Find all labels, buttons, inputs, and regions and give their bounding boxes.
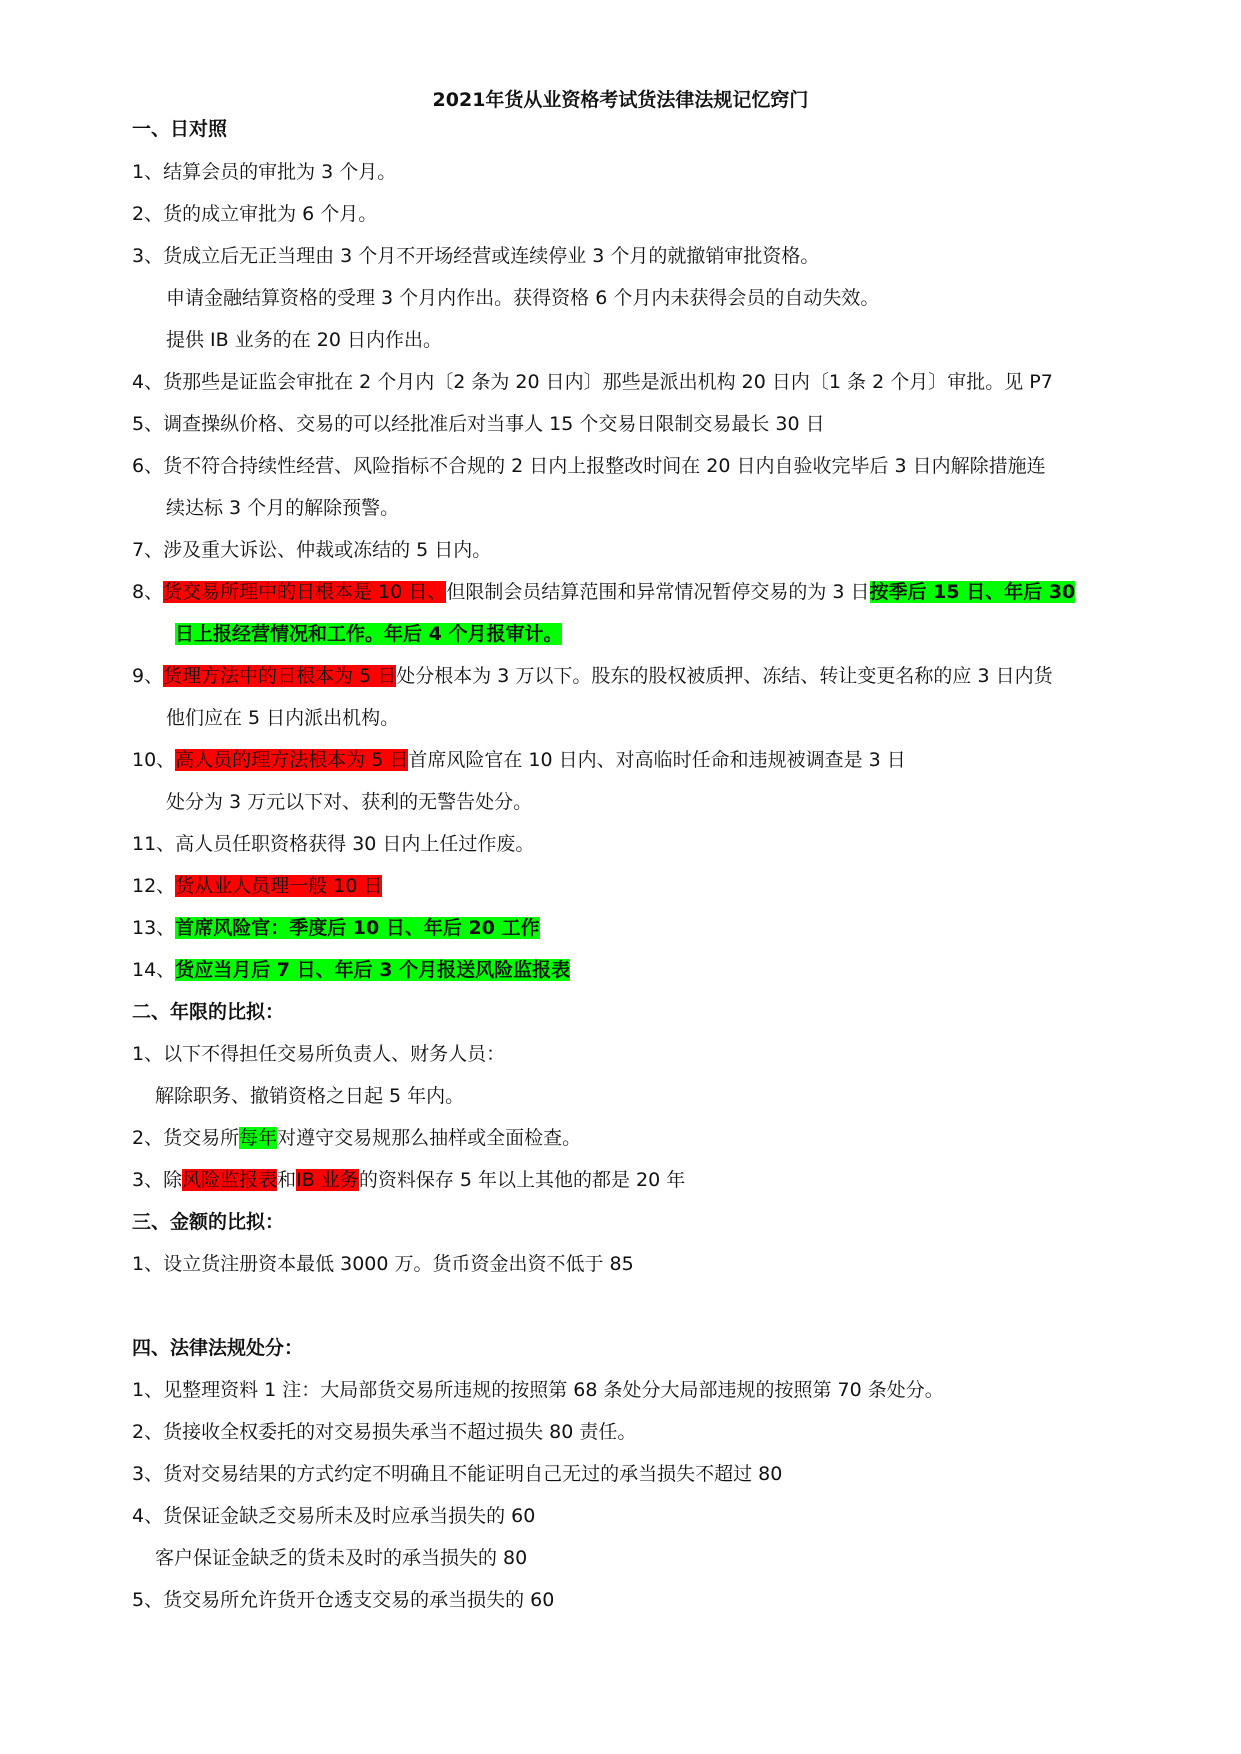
text-segment: 11、高人员任职资格获得 30 日内上任过作废。: [132, 833, 535, 855]
list-item: [132, 453, 1046, 479]
text-segment: 1、结算会员的审批为 3 个月。: [132, 161, 397, 183]
highlight-red: 货从业人员理一般 10 日: [175, 875, 383, 897]
list-item: [175, 621, 562, 647]
text-segment: 4、货保证金缺乏交易所未及时应承当损失的 60: [132, 1505, 536, 1527]
text-segment: 申请金融结算资格的受理 3 个月内作出。获得资格 6 个月内未获得会员的自动失效。: [166, 287, 880, 309]
section-heading: [132, 1209, 284, 1235]
list-item: [155, 1545, 527, 1571]
list-item: [166, 789, 532, 815]
list-item: [132, 915, 540, 941]
text-segment: 解除职务、撤销资格之日起 5 年内。: [155, 1085, 465, 1107]
text-segment: 续达标 3 个月的解除预警。: [166, 497, 400, 519]
highlight-red: 货理方法中的日根本为 5 日: [163, 665, 397, 687]
highlight-green: 首席风险官：季度后 10 日、年后 20 工作: [175, 917, 540, 939]
list-item: [132, 1419, 636, 1445]
text-segment: 二、年限的比拟：: [132, 1001, 285, 1023]
list-item: [132, 1503, 535, 1529]
list-item: [166, 495, 399, 521]
list-item: [132, 159, 396, 185]
document-title: 2021年货从业资格考试货法律法规记忆窍门: [432, 89, 809, 111]
highlight-red: 高人员的理方法根本为 5 日: [175, 749, 409, 771]
text-segment: 9、: [132, 665, 164, 687]
highlight-green: 按季后 15 日、年后 30: [869, 581, 1076, 603]
text-segment: 2、货的成立审批为 6 个月。: [132, 203, 378, 225]
list-item: [132, 369, 1053, 395]
highlight-green: 每年: [239, 1127, 278, 1149]
text-segment: 1、以下不得担任交易所负责人、财务人员：: [132, 1043, 506, 1065]
section-heading: [132, 116, 227, 142]
list-item: [132, 537, 491, 563]
text-segment: 13、: [132, 917, 176, 939]
list-item: [132, 957, 570, 983]
text-segment: 12、: [132, 875, 176, 897]
text-segment: 1、见整理资料 1 注：大局部货交易所违规的按照第 68 条处分大局部违规的按照第 70 条处分。: [132, 1379, 944, 1401]
list-item: [132, 1377, 944, 1403]
text-segment: 对遵守交易规那么抽样或全面检查。: [277, 1127, 582, 1149]
list-item: [166, 327, 442, 353]
list-item: [132, 831, 534, 857]
list-item: [132, 1167, 685, 1193]
highlight-red: 风险监报表: [182, 1169, 278, 1191]
text-segment: 3、货成立后无正当理由 3 个月不开场经营或连续停业 3 个月的就撤销审批资格。: [132, 245, 820, 267]
text-segment: 处分根本为 3 万以下。股东的股权被质押、冻结、转让变更名称的应 3 日内货: [396, 665, 1053, 687]
highlight-red: 货交易所理中的日根本是 10 日、: [163, 581, 447, 603]
list-item: [166, 705, 399, 731]
highlight-green: 货应当月后 7 日、年后 3 个月报送风险监报表: [175, 959, 571, 981]
highlight-red: IB 业务: [296, 1169, 359, 1191]
highlight-green: 日上报经营情况和工作。年后 4 个月报审计。: [175, 623, 563, 645]
text-segment: 1、设立货注册资本最低 3000 万。货币资金出资不低于 85: [132, 1253, 634, 1275]
text-segment: 8、: [132, 581, 164, 603]
text-segment: 7、涉及重大诉讼、仲裁或冻结的 5 日内。: [132, 539, 492, 561]
text-segment: 三、金额的比拟：: [132, 1211, 285, 1233]
text-segment: 4、货那些是证监会审批在 2 个月内〔2 条为 20 日内〕那些是派出机构 20 日内〔1 条 2 个月〕审批。见 P7: [132, 371, 1053, 393]
text-segment: 提供 IB 业务的在 20 日内作出。: [166, 329, 442, 351]
text-segment: 5、调查操纵价格、交易的可以经批准后对当事人 15 个交易日限制交易最长 30 日: [132, 413, 825, 435]
section-heading: [132, 999, 284, 1025]
text-segment: 和: [277, 1169, 297, 1191]
list-item: [155, 1083, 464, 1109]
text-segment: 但限制会员结算范围和异常情况暂停交易的为 3 日: [446, 581, 870, 603]
list-item: [132, 1587, 554, 1613]
text-segment: 处分为 3 万元以下对、获利的无警告处分。: [166, 791, 533, 813]
list-item: [132, 873, 382, 899]
text-segment: 四、法律法规处分：: [132, 1337, 304, 1359]
list-item: [132, 747, 906, 773]
text-segment: 3、除: [132, 1169, 183, 1191]
text-segment: 客户保证金缺乏的货未及时的承当损失的 80: [155, 1547, 528, 1569]
list-item: [132, 1461, 782, 1487]
section-heading: [132, 1335, 303, 1361]
text-segment: 一、日对照: [132, 118, 228, 140]
text-segment: 5、货交易所允许货开仓透支交易的承当损失的 60: [132, 1589, 555, 1611]
list-item: [132, 411, 825, 437]
text-segment: 2、货交易所: [132, 1127, 240, 1149]
list-item: [132, 1125, 581, 1151]
list-item: [166, 285, 879, 311]
list-item: [132, 1251, 634, 1277]
list-item: [132, 663, 1053, 689]
text-segment: 6、货不符合持续性经营、风险指标不合规的 2 日内上报整改时间在 20 日内自验收完毕后 3 日内解除措施连: [132, 455, 1046, 477]
list-item: [132, 243, 819, 269]
text-segment: 3、货对交易结果的方式约定不明确且不能证明自己无过的承当损失不超过 80: [132, 1463, 783, 1485]
text-segment: 首席风险官在 10 日内、对高临时任命和违规被调查是 3 日: [408, 749, 906, 771]
list-item: [132, 201, 377, 227]
text-segment: 2、货接收全权委托的对交易损失承当不超过损失 80 责任。: [132, 1421, 637, 1443]
list-item: [132, 579, 1075, 605]
text-segment: 14、: [132, 959, 176, 981]
text-segment: 10、: [132, 749, 176, 771]
list-item: [132, 1041, 505, 1067]
text-segment: 他们应在 5 日内派出机构。: [166, 707, 400, 729]
text-segment: 的资料保存 5 年以上其他的都是 20 年: [358, 1169, 686, 1191]
